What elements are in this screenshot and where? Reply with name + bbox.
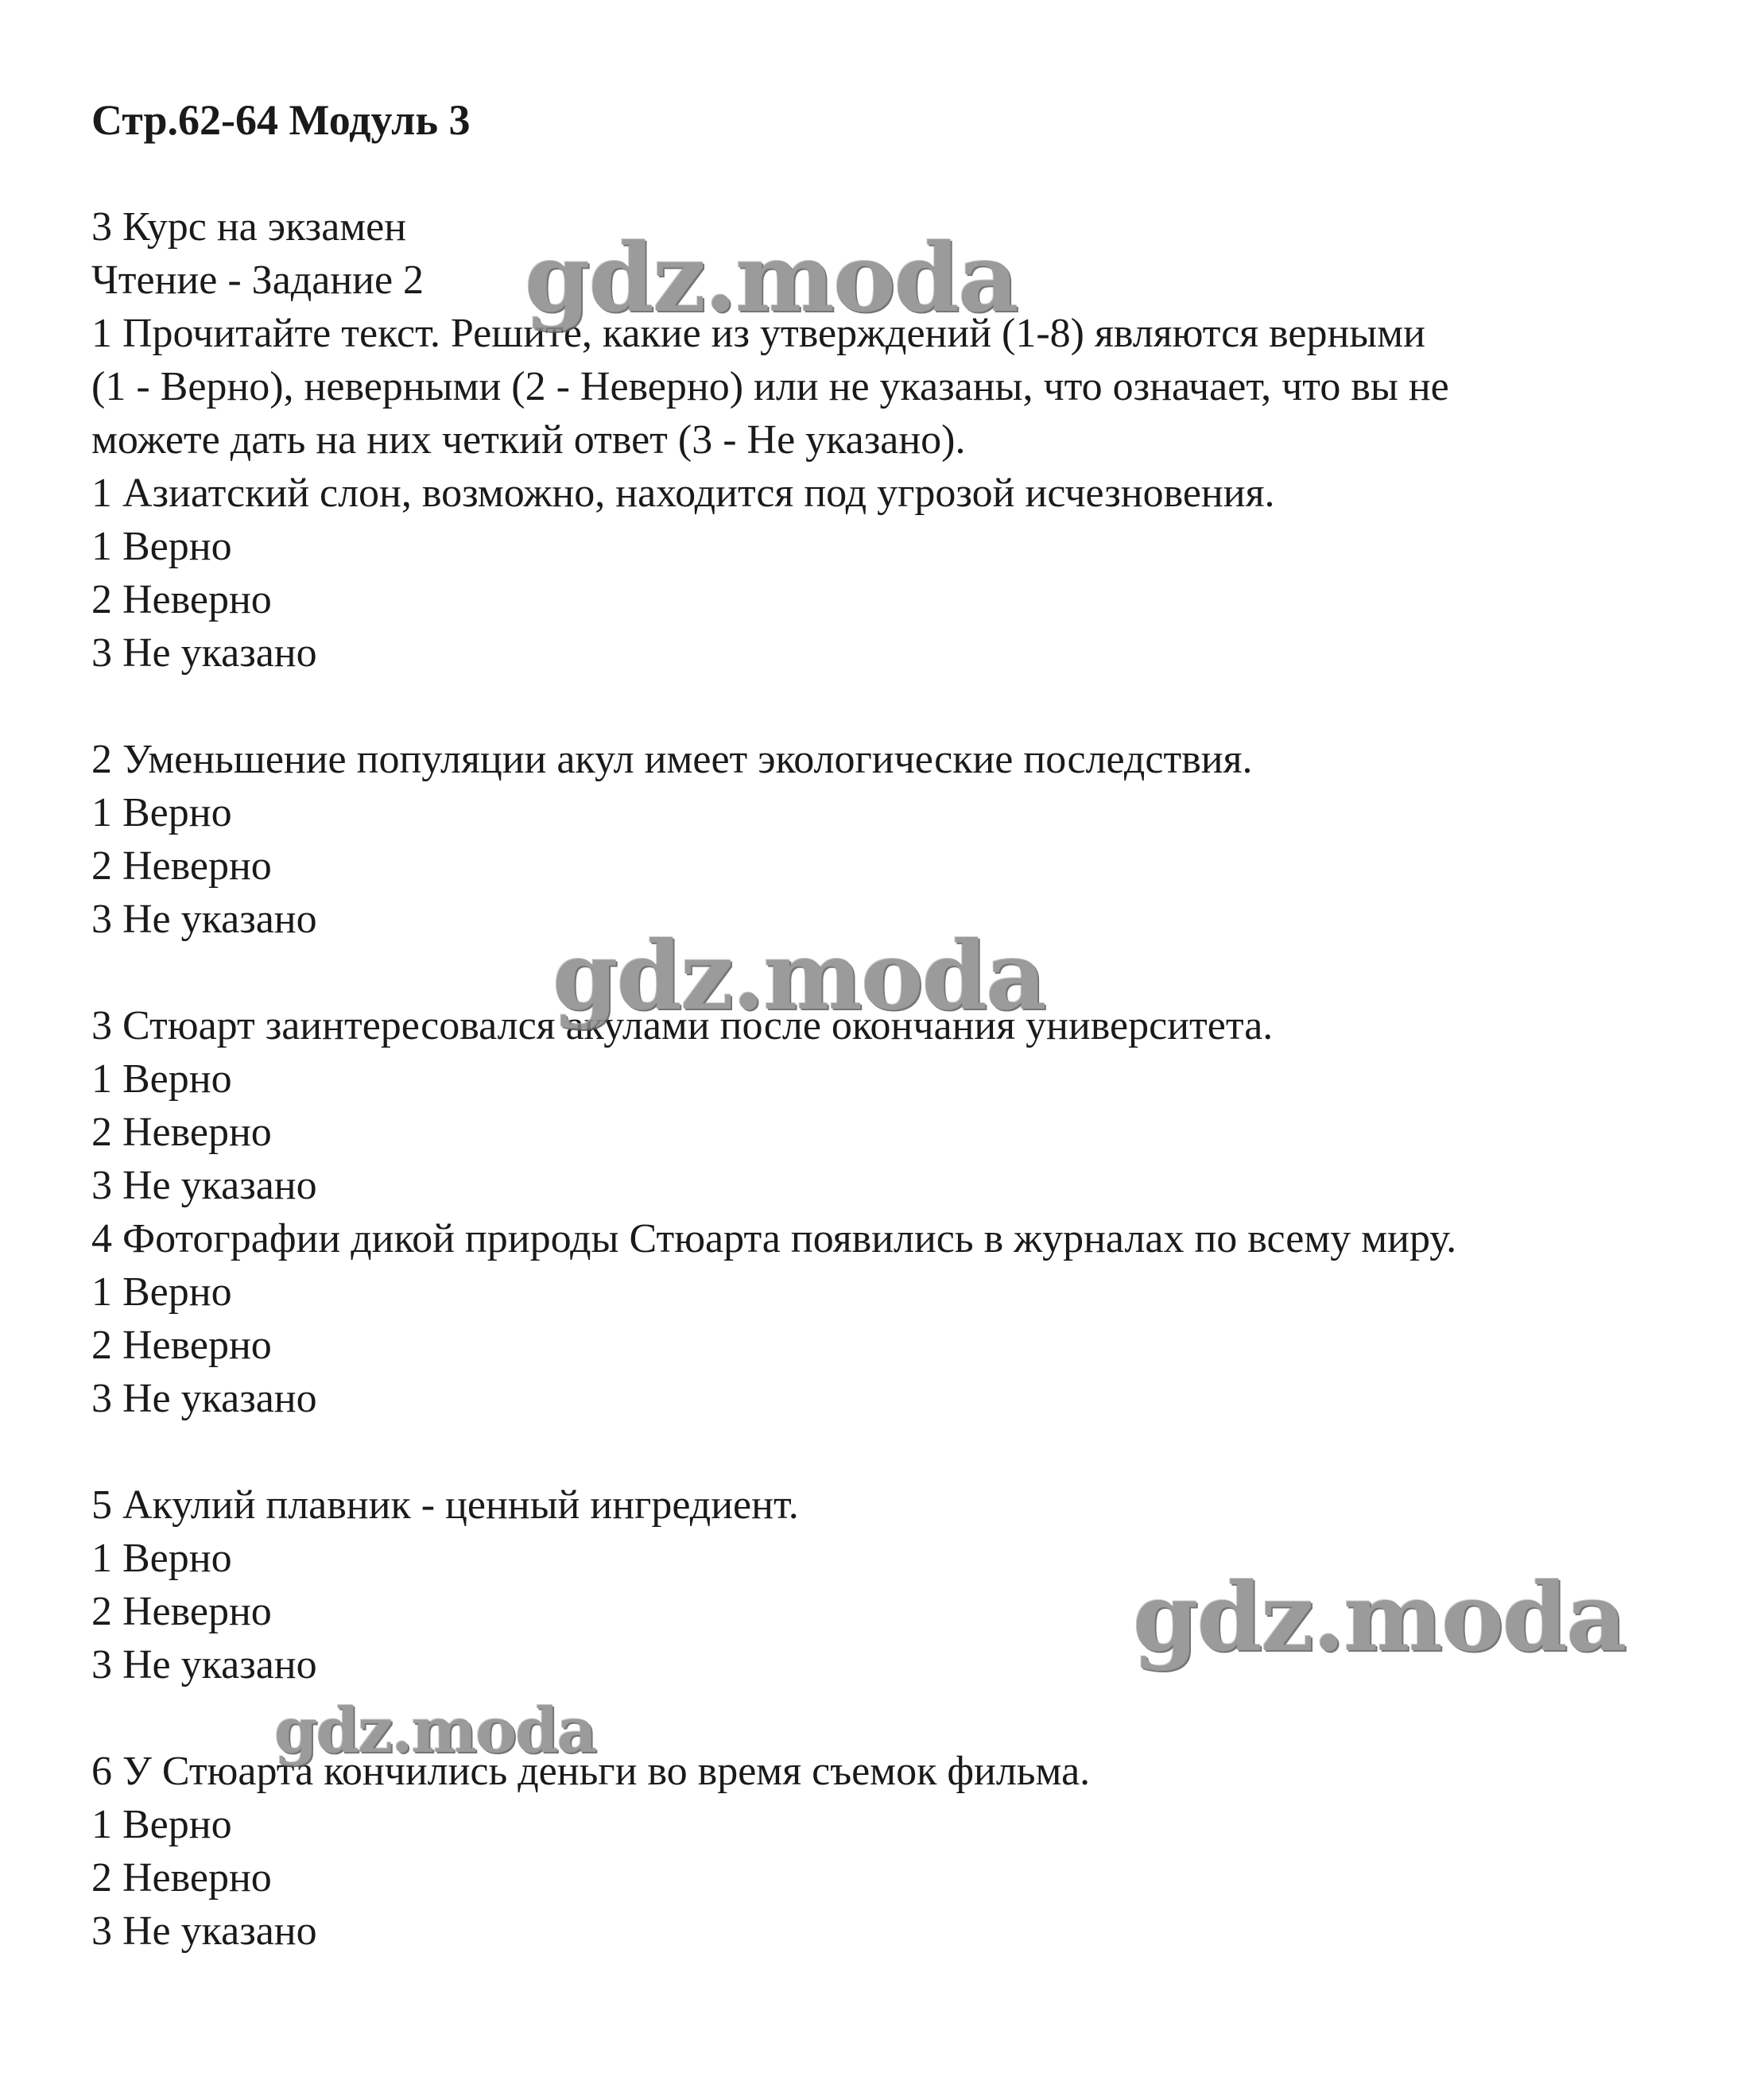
spacer — [91, 1425, 1665, 1478]
answer-option: 1 Верно — [91, 1056, 232, 1102]
answer-option: 3 Не указано — [91, 1642, 317, 1687]
question-statement: 6 У Стюарта кончились деньги во время съемок фильма. — [91, 1749, 1091, 1794]
answer-option: 1 Верно — [91, 790, 232, 835]
spacer — [91, 680, 1665, 733]
answer-option: 3 Не указано — [91, 1376, 317, 1421]
answer-option: 2 Неверно — [91, 843, 272, 889]
answer-option: 1 Верно — [91, 1802, 232, 1847]
spacer — [91, 1691, 1665, 1745]
watermark: gdz.moda — [553, 920, 1045, 1031]
watermark: gdz.moda — [274, 1695, 596, 1767]
answer-option: 2 Неверно — [91, 1855, 272, 1900]
answer-option: 3 Не указано — [91, 1908, 317, 1954]
watermark: gdz.moda — [1133, 1562, 1626, 1672]
question-statement: 1 Азиатский слон, возможно, находится под угрозой исчезновения. — [91, 471, 1275, 516]
section-heading: 3 Курс на экзамен — [91, 204, 407, 250]
answer-option: 2 Неверно — [91, 1110, 272, 1155]
answer-option: 1 Верно — [91, 1536, 232, 1581]
answer-option: 3 Не указано — [91, 630, 317, 676]
instruction-line: (1 - Верно), неверными (2 - Неверно) или не указаны, что означает, что вы не — [91, 364, 1449, 409]
spacer — [91, 946, 1665, 999]
question-statement: 3 Стюарт заинтересовался акулами после окончания университета. — [91, 1003, 1274, 1048]
subsection-heading: Чтение - Задание 2 — [91, 258, 425, 303]
answer-option: 2 Неверно — [91, 1323, 272, 1368]
answer-option: 2 Неверно — [91, 577, 272, 622]
question-statement: 2 Уменьшение популяции акул имеет экологические последствия. — [91, 737, 1253, 782]
document-page — [91, 94, 1665, 1958]
instruction-line: 1 Прочитайте текст. Решите, какие из утверждений (1-8) являются верными — [91, 311, 1425, 356]
answer-option: 1 Верно — [91, 524, 232, 569]
watermark: gdz.moda — [525, 223, 1018, 333]
answer-option: 1 Верно — [91, 1269, 232, 1315]
answer-option: 2 Неверно — [91, 1589, 272, 1634]
page-title: Стр.62-64 Модуль 3 — [91, 96, 471, 144]
instruction-line: можете дать на них четкий ответ (3 - Не указано). — [91, 417, 966, 463]
question-statement: 4 Фотографии дикой природы Стюарта появились в журналах по всему миру. — [91, 1216, 1457, 1261]
question-statement: 5 Акулий плавник - ценный ингредиент. — [91, 1482, 799, 1528]
answer-option: 3 Не указано — [91, 1163, 317, 1208]
answer-option: 3 Не указано — [91, 897, 317, 942]
